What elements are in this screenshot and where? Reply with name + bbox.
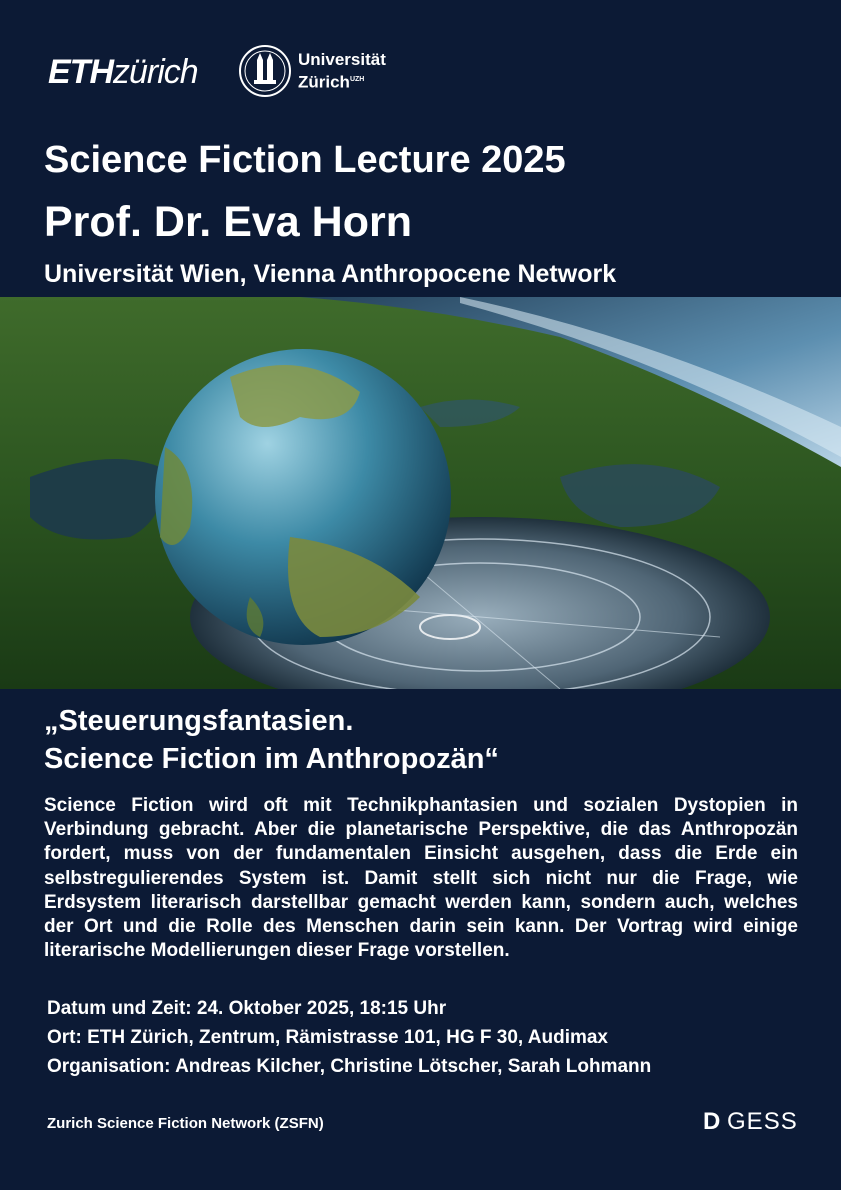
dgess-logo (703, 1108, 798, 1136)
talk-title (44, 702, 499, 778)
organisation-label: Organisation: (47, 1056, 171, 1077)
talk-title-line2: Science Fiction im Anthropozän“ (44, 743, 499, 775)
uzh-seal-icon (238, 44, 292, 98)
talk-abstract: Science Fiction wird oft mit Technikphantasien und sozialen Dystopien in Verbindung gebracht. Aber die planetarische Perspektive, die das Anthropozän fordert, muss von der fundamentalen Einsicht ausgehen, dass die Erde ein selbstregulierendes System ist. Damit stellt sich nicht nur die Frage, wie Erdsystem literarisch darstellbar gemacht werden kann, sondern auch, welches der Ort und die Rolle des Menschen darin sein kann. Der Vortrag wird einige literarische Modellierungen dieser Frage vorstellen. (44, 795, 798, 962)
uzh-line2-wrap (298, 70, 386, 93)
speaker-name: Prof. Dr. Eva Horn (44, 198, 412, 246)
place-label: Ort: (47, 1027, 82, 1048)
date-row (47, 994, 651, 1023)
place-value: ETH Zürich, Zentrum, Rämistrasse 101, HG F 30, Audimax (81, 1027, 609, 1048)
date-label: Datum und Zeit: (47, 998, 192, 1019)
eth-zurich-logo (48, 52, 198, 92)
speaker-affiliation: Universität Wien, Vienna Anthropocene Network (44, 260, 617, 288)
eth-logo-bold: ETH (48, 53, 113, 91)
hero-image (0, 297, 841, 689)
organisation-row (47, 1052, 651, 1081)
uzh-line2: Zürich (298, 72, 350, 92)
uzh-line1: Universität (298, 50, 386, 69)
series-title: Science Fiction Lecture 2025 (44, 139, 566, 181)
uzh-logo (238, 44, 438, 100)
uzh-sup: UZH (349, 76, 365, 83)
place-row (47, 1023, 651, 1052)
event-details (47, 994, 651, 1081)
uzh-wordmark (298, 50, 386, 93)
date-value: 24. Oktober 2025, 18:15 Uhr (191, 998, 447, 1019)
eth-logo-light: zürich (113, 53, 198, 91)
organisation-value: Andreas Kilcher, Christine Lötscher, Sarah Lohmann (170, 1056, 652, 1077)
talk-title-line1: „Steuerungsfantasien. (44, 705, 354, 737)
network-name: Zurich Science Fiction Network (ZSFN) (47, 1115, 324, 1132)
dgess-gess: GESS (727, 1108, 798, 1135)
dgess-d: D (703, 1108, 721, 1135)
logo-bar (48, 44, 468, 100)
